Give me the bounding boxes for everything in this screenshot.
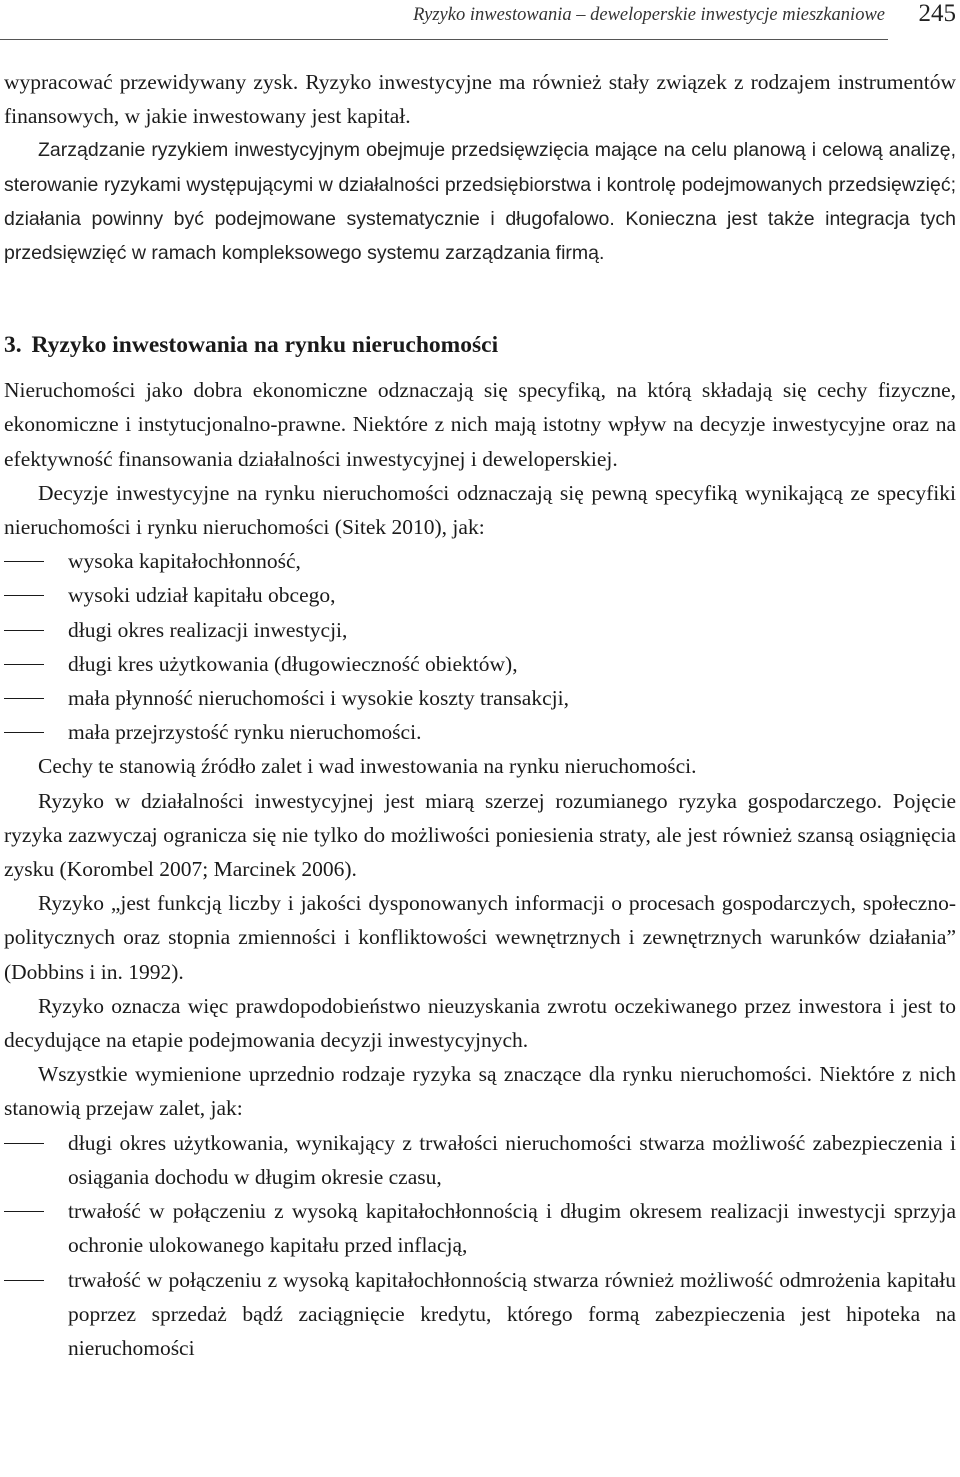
list-item — [4, 544, 956, 578]
list-item-text: wysoka kapitałochłonność, — [68, 549, 301, 574]
list-item — [4, 1126, 956, 1194]
list-item — [4, 681, 956, 715]
section-spacer — [4, 270, 956, 328]
list-item-text: trwałość w połączeniu z wysoką kapitałochłonnością stwarza również możliwość odmrożenia kapitału poprzez sprzedaż bądź zaciągnięcie kredytu, którego formą zabezpieczenia jest hipoteka na nieruchomości — [68, 1267, 956, 1360]
page-body — [4, 65, 956, 1365]
list-item-text: wysoki udział kapitału obcego, — [68, 583, 336, 608]
section-paragraph-5: Ryzyko „jest funkcją liczby i jakości dysponowanych informacji o procesach gospodarczych, społeczno-politycznych oraz stopnia zmienności i konfliktowości wewnętrznych i zewnętrznych warunków działania” (Dobbins i in. 1992). — [4, 891, 956, 984]
section-paragraph-4: Ryzyko w działalności inwestycyjnej jest miarą szerzej rozumianego ryzyka gospodarczego. Pojęcie ryzyka zazwyczaj ogranicza się nie tylko do możliwości poniesienia straty, ale jest również szansą osiągnięcia zysku (Korombel 2007; Marcinek 2006). — [4, 788, 956, 882]
list-item — [4, 1263, 956, 1366]
list-item-text: długi kres użytkowania (długowieczność obiektów), — [68, 651, 518, 676]
section-paragraph-1: Nieruchomości jako dobra ekonomiczne odznaczają się specyfiką, na którą składają się cechy fizyczne, ekonomiczne i instytucjonalno-prawne. Niektóre z nich mają istotny wpływ na decyzje inwestycyjne oraz na efektywność finansowania działalności inwestycyjnej i deweloperskiej. — [4, 378, 956, 471]
advantages-list — [4, 1126, 956, 1365]
list-item — [4, 613, 956, 647]
list-item — [4, 647, 956, 681]
page-header — [0, 0, 960, 40]
list-item-text: mała przejrzystość rynku nieruchomości. — [68, 720, 422, 745]
header-divider — [0, 39, 888, 40]
section-paragraph-2: Decyzje inwestycyjne na rynku nieruchomości odznaczają się pewną specyfiką wynikającą ze specyfiki nieruchomości i rynku nieruchomości (Sitek 2010), jak: — [4, 480, 956, 540]
page-number: 245 — [918, 0, 956, 27]
list-item-text: trwałość w połączeniu z wysoką kapitałochłonnością i długim okresem realizacji inwestycji sprzyja ochronie ulokowanego kapitału przed inflacją, — [68, 1199, 956, 1258]
list-item — [4, 1194, 956, 1262]
section-number: 3. — [4, 332, 22, 359]
list-item — [4, 715, 956, 749]
section-title: Ryzyko inwestowania na rynku nieruchomości — [31, 332, 499, 359]
intro-paragraph-1: wypracować przewidywany zysk. Ryzyko inwestycyjne ma również stały związek z rodzajem instrumentów finansowych, w jakie inwestowany jest kapitał. — [4, 70, 956, 129]
section-heading — [4, 328, 956, 362]
list-item-text: mała płynność nieruchomości i wysokie koszty transakcji, — [68, 686, 569, 711]
list-item-text: długi okres użytkowania, wynikający z trwałości nieruchomości stwarza możliwość zabezpieczenia i osiągania dochodu w długim okresie czasu, — [68, 1130, 956, 1189]
section-paragraph-7: Wszystkie wymienione uprzednio rodzaje ryzyka są znaczące dla rynku nieruchomości. Niektóre z nich stanowią przejaw zalet, jak: — [4, 1062, 956, 1121]
list-item — [4, 578, 956, 612]
section-paragraph-3: Cechy te stanowią źródło zalet i wad inwestowania na rynku nieruchomości. — [38, 754, 697, 779]
intro-paragraph-2: Zarządzanie ryzykiem inwestycyjnym obejmuje przedsięwzięcia mające na celu planową i celową analizę, sterowanie ryzykami występującymi w działalności przedsiębiorstwa i kontrolę podejmowanych przedsięwzięć; działania powinny być podejmowane systematycznie i długofalowo. Konieczna jest także integracja tych przedsięwzięć w ramach kompleksowego systemu zarządzania firmą. — [4, 139, 956, 265]
running-title: Ryzyko inwestowania – deweloperskie inwestycje mieszkaniowe — [413, 5, 885, 25]
features-list — [4, 544, 956, 749]
list-item-text: długi okres realizacji inwestycji, — [68, 617, 348, 642]
section-paragraph-6: Ryzyko oznacza więc prawdopodobieństwo nieuzyskania zwrotu oczekiwanego przez inwestora i jest to decydujące na etapie podejmowania decyzji inwestycyjnych. — [4, 993, 956, 1053]
